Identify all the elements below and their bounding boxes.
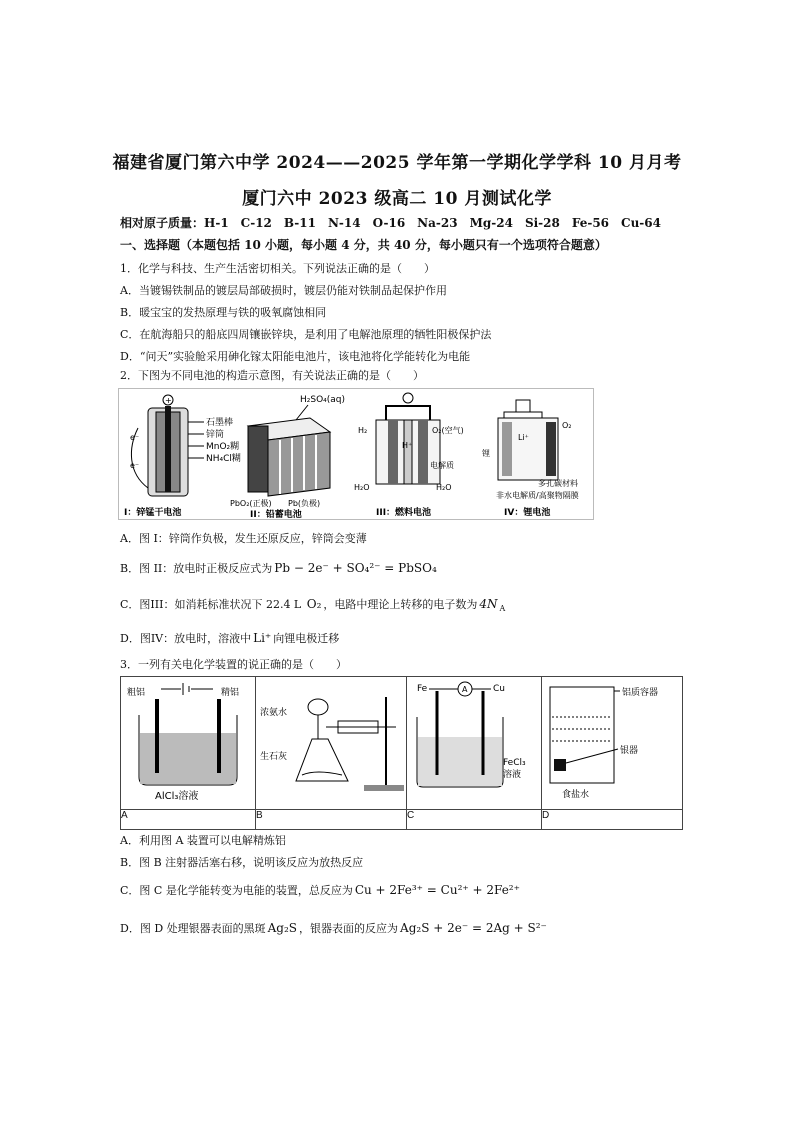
q1-option-d: D．“问天”实验舱采用砷化镓太阳能电池片，该电池将化学能转化为电能 bbox=[120, 350, 471, 363]
dry-cell-label-4: NH₄Cl糊 bbox=[206, 454, 241, 464]
q3-option-d-mid: ，银器表面的反应为 bbox=[299, 922, 399, 935]
electrolytic-refining-figure bbox=[121, 677, 255, 805]
section-heading: 一、选择题（本题包括 10 小题，每小题 4 分，共 40 分，每小题只有一个选项符合题意） bbox=[120, 238, 607, 252]
q2-option-b-text: B．图 II：放电时正极反应式为 bbox=[120, 562, 273, 575]
fuel-cell-hplus-label: H⁺ bbox=[402, 441, 413, 450]
fig-d-silver: 银器 bbox=[620, 746, 639, 756]
q2-option-c-mid: ，电路中理论上转移的电子数为 bbox=[323, 598, 478, 611]
q2-option-c-na-sub: A bbox=[499, 604, 506, 614]
fig-b-lime: 生石灰 bbox=[260, 752, 288, 762]
battery-diagrams-figure bbox=[118, 388, 594, 520]
q3-label-b: B bbox=[256, 810, 407, 830]
lithium-battery-o2-label: O₂ bbox=[562, 421, 572, 430]
lithium-battery-porous-label: 多孔碳材料 bbox=[538, 479, 578, 488]
q3-cell-d-figure bbox=[542, 677, 683, 810]
q2-option-c-o2: O₂ bbox=[306, 597, 322, 611]
q3-option-d-formula: Ag₂S + 2e⁻ = 2Ag + S²⁻ bbox=[400, 921, 547, 935]
fig-a-right-electrode: 精铝 bbox=[221, 688, 240, 698]
q3-option-d-text: D．图 D 处理银器表面的黑斑 bbox=[120, 922, 266, 935]
q2-option-c-na: 4N bbox=[479, 597, 498, 611]
fuel-cell-membrane-label: 电解质 bbox=[430, 461, 454, 470]
fig-a-left-electrode: 粗铝 bbox=[127, 688, 146, 698]
lead-battery-pb-label: Pb(负极) bbox=[288, 499, 321, 508]
exam-subtitle: 厦门六中 2023 级高二 10 月测试化学 bbox=[242, 189, 552, 209]
q2-option-b bbox=[120, 560, 439, 576]
fuel-cell-h2-label: H₂ bbox=[358, 426, 368, 435]
q3-option-d-ag2s: Ag₂S bbox=[267, 921, 298, 935]
q2-option-a: A．图 I：锌筒作负极，发生还原反应，锌筒会变薄 bbox=[120, 532, 367, 545]
fuel-cell-h2o-right: H₂O bbox=[436, 483, 452, 492]
lead-battery-caption: II：铅蓄电池 bbox=[250, 510, 302, 520]
lithium-battery-li-label: Li⁺ bbox=[518, 433, 529, 442]
galvanic-cell-figure bbox=[407, 677, 541, 805]
q3-cell-a-figure bbox=[121, 677, 256, 810]
q3-stem: 3．一列有关电化学装置的说正确的是（ ） bbox=[120, 658, 347, 671]
fuel-cell-o2-label: O₂(空气) bbox=[432, 426, 464, 435]
q3-option-c-text: C．图 C 是化学能转变为电能的装置，总反应为 bbox=[120, 884, 353, 897]
q2-option-d bbox=[120, 630, 339, 646]
exam-title: 福建省厦门第六中学 2024——2025 学年第一学期化学学科 10 月月考 bbox=[112, 153, 682, 173]
lead-battery-acid-label: H₂SO₄(aq) bbox=[300, 395, 346, 405]
svg-text:e⁻: e⁻ bbox=[130, 433, 140, 442]
fig-c-solution-1: FeCl₃ bbox=[503, 758, 526, 768]
q2-option-d-suffix: 向锂电极迁移 bbox=[273, 632, 340, 645]
svg-text:+: + bbox=[165, 396, 172, 405]
lead-battery-pbo2-label: PbO₂(正极) bbox=[230, 499, 272, 508]
q3-option-c-formula: Cu + 2Fe³⁺ = Cu²⁺ + 2Fe²⁺ bbox=[354, 883, 520, 897]
fig-c-cu: Cu bbox=[493, 684, 505, 694]
dry-cell-label-1: 石墨棒 bbox=[206, 418, 234, 428]
q3-option-c bbox=[120, 882, 522, 898]
q3-option-b: B．图 B 注射器活塞右移，说明该反应为放热反应 bbox=[120, 856, 364, 869]
fig-c-solution-2: 溶液 bbox=[503, 770, 522, 780]
fig-d-salt: 食盐水 bbox=[562, 790, 590, 800]
q3-label-a: A bbox=[121, 810, 256, 830]
q1-stem: 1．化学与科技、生产生活密切相关。下列说法正确的是（ ） bbox=[120, 262, 435, 275]
dry-cell-label-2: 锌筒 bbox=[206, 430, 225, 440]
fig-c-fe: Fe bbox=[417, 684, 428, 694]
q3-cell-b-figure bbox=[256, 677, 407, 810]
dry-cell-caption: I：锌锰干电池 bbox=[124, 508, 182, 518]
syringe-reaction-figure bbox=[256, 677, 406, 805]
q3-label-d: D bbox=[542, 810, 683, 830]
atomic-masses: 相对原子质量：H-1 C-12 B-11 N-14 O-16 Na-23 Mg-24 Si-28 Fe-56 Cu-64 bbox=[120, 216, 661, 230]
q2-option-d-li: Li⁺ bbox=[253, 631, 272, 645]
fig-b-ammonia: 浓氨水 bbox=[260, 708, 288, 718]
fuel-cell-caption: III：燃料电池 bbox=[376, 508, 432, 518]
q3-option-a: A．利用图 A 装置可以电解精炼铝 bbox=[120, 834, 286, 847]
fig-a-solution: AlCl₃溶液 bbox=[155, 791, 199, 802]
lithium-battery-electrolyte-label: 非水电解质/高聚物隔膜 bbox=[496, 491, 579, 500]
q2-option-d-text: D．图IV：放电时，溶液中 bbox=[120, 632, 252, 645]
lithium-battery-metal-label: 锂 bbox=[482, 449, 490, 458]
fig-d-container: 铝质容器 bbox=[622, 688, 659, 698]
lithium-battery-caption: IV：锂电池 bbox=[504, 508, 551, 518]
svg-text:e⁻: e⁻ bbox=[130, 461, 140, 470]
q2-option-c bbox=[120, 596, 505, 613]
q3-cell-c-figure bbox=[407, 677, 542, 810]
dry-cell-label-3: MnO₂糊 bbox=[206, 442, 240, 452]
fuel-cell-h2o-left: H₂O bbox=[354, 483, 370, 492]
q3-label-c: C bbox=[407, 810, 542, 830]
silver-cleaning-figure bbox=[542, 677, 682, 805]
q1-option-a: A．当镀锡铁制品的镀层局部破损时，镀层仍能对铁制品起保护作用 bbox=[120, 284, 447, 297]
q1-option-c: C．在航海船只的船底四周镶嵌锌块，是利用了电解池原理的牺牲阳极保护法 bbox=[120, 328, 492, 341]
fig-c-meter: A bbox=[462, 685, 468, 694]
q1-option-b: B．暖宝宝的发热原理与铁的吸氧腐蚀相同 bbox=[120, 306, 327, 319]
q2-option-c-text: C．图III：如消耗标准状况下 22.4 L bbox=[120, 598, 302, 611]
q2-option-b-formula: Pb − 2e⁻ + SO₄²⁻ = PbSO₄ bbox=[274, 561, 437, 575]
q3-figure-table bbox=[120, 676, 683, 830]
q2-stem: 2．下图为不同电池的构造示意图，有关说法正确的是（ ） bbox=[120, 369, 424, 382]
q3-option-d bbox=[120, 920, 549, 936]
